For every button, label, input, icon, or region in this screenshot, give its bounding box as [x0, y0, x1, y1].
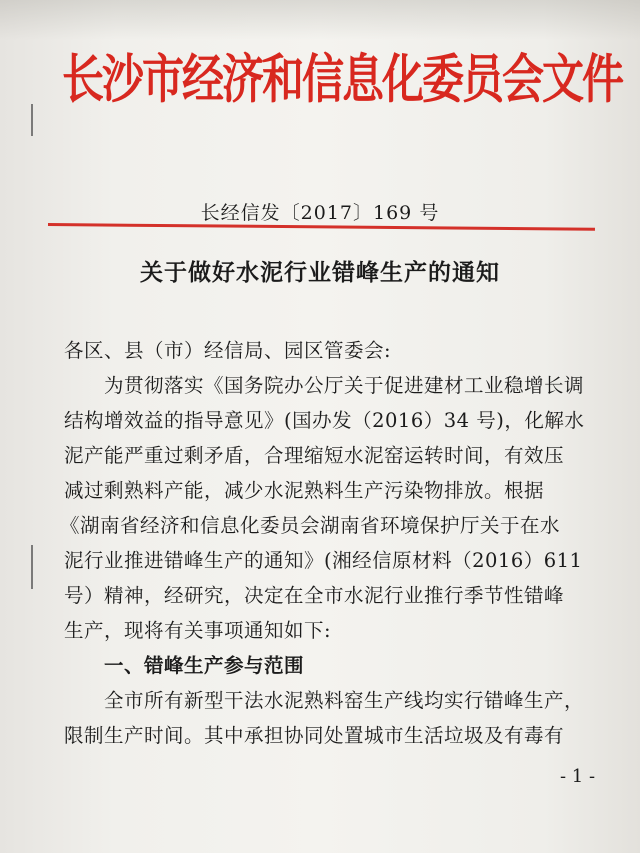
- agency-header-title: 长沙市经济和信息化委员会文件: [62, 48, 623, 110]
- salutation-line: 各区、县（市）经信局、园区管委会:: [64, 339, 392, 362]
- notice-title: 关于做好水泥行业错峰生产的通知: [140, 259, 500, 286]
- binding-mark-bottom: [31, 545, 33, 589]
- document-number: 长经信发〔2017〕169 号: [200, 202, 440, 224]
- page-shadow: [0, 0, 640, 40]
- body-line-11: 限制生产时间。其中承担协同处置城市生活垃圾及有毒有: [64, 724, 565, 747]
- binding-mark-top: [31, 104, 33, 136]
- body-line-6: 泥行业推进错峰生产的通知》(湘经信原材料（2016）611: [64, 549, 583, 572]
- body-line-4: 减过剩熟料产能，减少水泥熟料生产污染物排放。根据: [64, 479, 545, 502]
- body-line-10: 全市所有新型干法水泥熟料窑生产线均实行错峰生产，: [104, 689, 585, 712]
- body-line-1: 为贯彻落实《国务院办公厅关于促进建材工业稳增长调: [104, 374, 585, 397]
- body-line-7: 号）精神，经研究，决定在全市水泥行业推行季节性错峰: [64, 584, 565, 607]
- body-line-2: 结构增效益的指导意见》(国办发（2016）34 号)，化解水: [64, 409, 585, 432]
- body-line-3: 泥产能严重过剩矛盾，合理缩短水泥窑运转时间，有效压: [64, 444, 565, 467]
- page-number: - 1 -: [560, 766, 596, 787]
- section-heading-1: 一、错峰生产参与范围: [104, 654, 305, 677]
- body-line-5: 《湖南省经济和信息化委员会湖南省环境保护厅关于在水: [60, 514, 561, 537]
- body-line-8: 生产，现将有关事项通知如下:: [64, 619, 332, 642]
